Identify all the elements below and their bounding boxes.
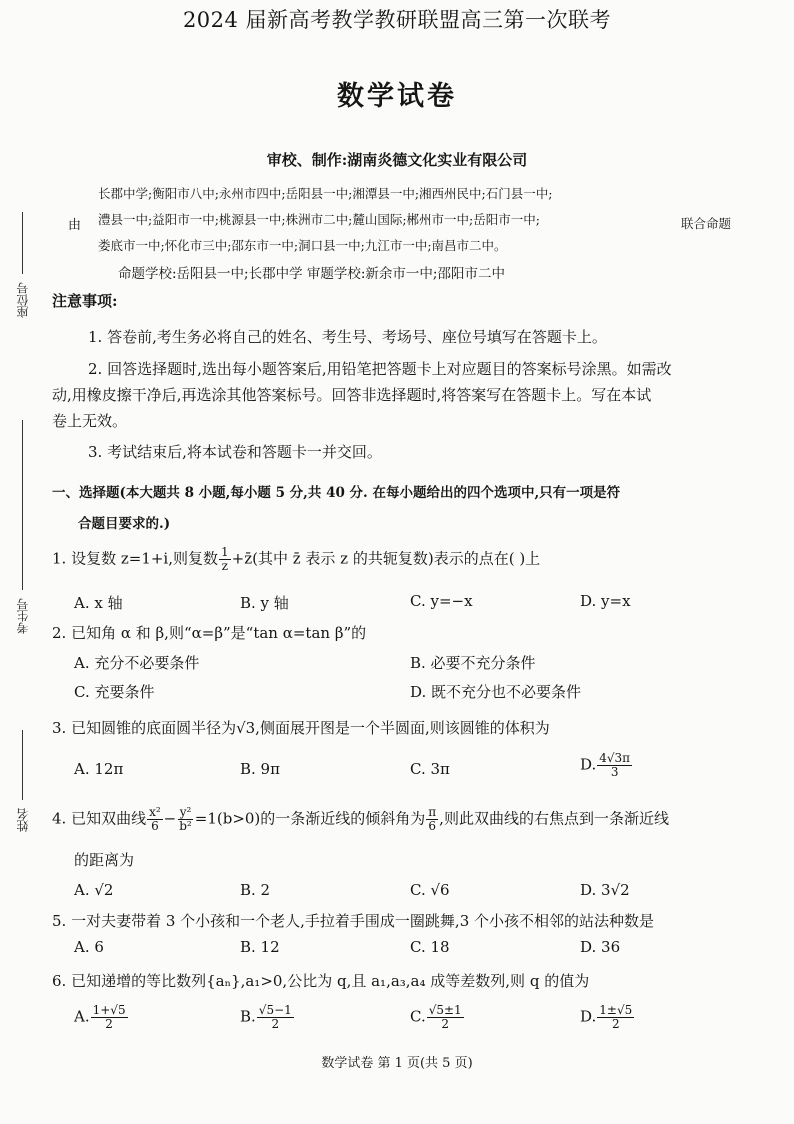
school-line-1: 长郡中学;衡阳市八中;永州市四中;岳阳县一中;湘潭县一中;湘西州民中;石门县一中;	[98, 186, 553, 201]
q1-option-b: B. y 轴	[240, 594, 289, 612]
q3-option-c: C. 3π	[410, 760, 450, 778]
q6-optc-den: 2	[441, 1017, 450, 1031]
q6-option-d	[580, 1004, 635, 1031]
q6-opta-label: A.	[74, 1007, 90, 1026]
note-3: 3. 考试结束后,将本试卷和答题卡一并交回。	[88, 443, 382, 461]
q6-optd-label: D.	[580, 1007, 597, 1026]
q1-option-c: C. y=−x	[410, 592, 473, 610]
school-line-3: 娄底市一中;怀化市三中;邵东市一中;洞口县一中;九江市一中;南昌市二中。	[98, 238, 507, 253]
note-1: 1. 答卷前,考生务必将自己的姓名、考生号、考场号、座位号填写在答题卡上。	[88, 328, 607, 346]
exam-title: 数学试卷	[337, 81, 457, 112]
school-line-2: 澧县一中;益阳市一中;桃源县一中;株洲市二中;麓山国际;郴州市一中;岳阳市一中;	[98, 212, 540, 227]
q5-option-d: D. 36	[580, 938, 621, 956]
section1-line2: 合题目要求的.)	[78, 516, 171, 532]
q3-optd-den: 3	[610, 765, 619, 779]
q1-text-a: 1. 设复数 z=1+i,则复数	[52, 549, 218, 568]
q4-option-a: A. √2	[74, 881, 114, 899]
setters: 命题学校:岳阳县一中;长郡中学 审题学校:新余市一中;邵阳市二中	[118, 266, 505, 282]
q5-option-a: A. 6	[74, 938, 104, 956]
note-2a: 2. 回答选择题时,选出每小题答案后,用铅笔把答题卡上对应题目的答案标号涂黑。如需改	[88, 360, 672, 378]
q6-optc-label: C.	[410, 1007, 426, 1026]
header-title: 2024 届新高考教学教研联盟高三第一次联考	[182, 8, 612, 32]
question-6: 6. 已知递增的等比数列{aₙ},a₁>0,公比为 q,且 a₁,a₃,a₄ 成等差数列,则 q 的值为	[52, 972, 590, 990]
question-4	[52, 806, 669, 833]
question-2: 2. 已知角 α 和 β,则“α=β”是“tan α=tan β”的	[52, 624, 367, 642]
q4-frac-2	[177, 806, 194, 833]
q3-optd-fraction	[597, 752, 632, 779]
q4-text-b: =1(b>0)的一条渐近线的倾斜角为	[194, 809, 426, 828]
page-footer: 数学试卷 第 1 页(共 5 页)	[321, 1056, 473, 1071]
section1-line1: 一、选择题(本大题共 8 小题,每小题 5 分,共 40 分. 在每小题给出的四个选项中,只有一项是符	[52, 485, 621, 501]
q6-optb-den: 2	[271, 1017, 280, 1031]
q6-opta-fraction	[91, 1004, 128, 1031]
examinee-label: 考生号	[16, 598, 30, 634]
note-2b: 动,用橡皮擦干净后,再选涂其他答案标号。回答非选择题时,将答案写在答题卡上。写在本试	[52, 386, 652, 404]
q4-minus: −	[163, 809, 177, 828]
question-5: 5. 一对夫妻带着 3 个小孩和一个老人,手拉着手围成一圈跳舞,3 个小孩不相邻的站法种数是	[52, 912, 655, 930]
q6-optd-num: 1±√5	[599, 1003, 633, 1017]
schools-suffix: 联合命题	[681, 216, 732, 231]
q6-option-a	[74, 1004, 129, 1031]
q6-optd-den: 2	[611, 1017, 620, 1031]
q1-text-b: +z̄(其中 z̄ 表示 z 的共轭复数)表示的点在( )上	[231, 549, 541, 568]
q4-frac-2-den: b²	[179, 819, 192, 833]
question-3: 3. 已知圆锥的底面圆半径为√3,侧面展开图是一个半圆面,则该圆锥的体积为	[52, 719, 550, 737]
q4-frac-1-num: x²	[149, 805, 161, 819]
note-2c: 卷上无效。	[52, 412, 128, 430]
q3-optd-label: D.	[580, 755, 597, 774]
q6-opta-num: 1+√5	[92, 1003, 126, 1017]
seat-line	[22, 212, 23, 274]
q4-text-a: 4. 已知双曲线	[52, 809, 147, 828]
q4-frac-3	[426, 806, 438, 833]
notes-heading: 注意事项:	[52, 292, 118, 310]
q4-text-c: ,则此双曲线的右焦点到一条渐近线	[439, 809, 669, 828]
name-line	[22, 730, 23, 800]
q3-optd-num: 4√3π	[599, 751, 631, 765]
q4-option-d: D. 3√2	[580, 881, 630, 899]
q1-frac-num: 1	[221, 545, 229, 559]
schools-prefix: 由	[68, 218, 82, 233]
q3-option-a: A. 12π	[74, 760, 124, 778]
q6-optd-fraction	[597, 1004, 634, 1031]
q1-option-d: D. y=x	[580, 592, 631, 610]
q1-option-a: A. x 轴	[74, 594, 123, 612]
q3-option-b: B. 9π	[240, 760, 280, 778]
organizer: 审校、制作:湖南炎德文化实业有限公司	[266, 151, 528, 169]
seat-label: 座位号	[16, 282, 30, 318]
q2-option-a: A. 充分不必要条件	[74, 654, 200, 672]
q4-frac-1	[147, 806, 163, 833]
q5-option-b: B. 12	[240, 938, 280, 956]
question-1	[52, 546, 540, 573]
q6-optc-num: √5±1	[428, 1003, 462, 1017]
q1-frac-den: z	[221, 559, 228, 573]
q6-opta-den: 2	[105, 1017, 113, 1031]
name-label: 姓名	[16, 808, 30, 832]
q4-frac-3-den: 6	[428, 819, 437, 833]
q4-frac-2-num: y²	[179, 805, 192, 819]
q4-option-c: C. √6	[410, 881, 450, 899]
q4-option-b: B. 2	[240, 881, 271, 899]
q1-fraction	[219, 546, 231, 573]
q3-option-d	[580, 752, 633, 779]
question-4-line2: 的距离为	[74, 851, 135, 869]
q2-option-c: C. 充要条件	[74, 683, 155, 701]
q6-optb-num: √5−1	[258, 1003, 292, 1017]
examinee-line	[22, 420, 23, 590]
q6-option-b	[240, 1004, 295, 1031]
q2-option-d: D. 既不充分也不必要条件	[410, 683, 582, 701]
q6-option-c	[410, 1004, 465, 1031]
q6-optc-fraction	[427, 1004, 464, 1031]
q4-frac-3-num: π	[428, 805, 437, 819]
q6-optb-fraction	[257, 1004, 294, 1031]
q2-option-b: B. 必要不充分条件	[410, 654, 536, 672]
q4-frac-1-den: 6	[151, 819, 159, 833]
q6-optb-label: B.	[240, 1007, 256, 1026]
q5-option-c: C. 18	[410, 938, 450, 956]
